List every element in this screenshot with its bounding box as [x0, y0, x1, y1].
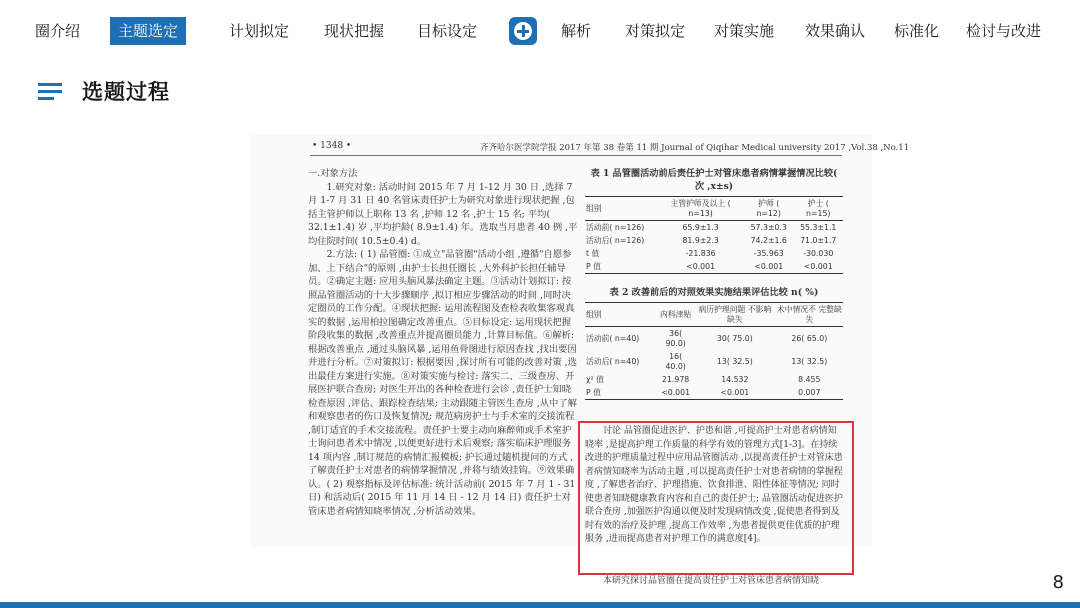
discussion-tail: 本研究探讨品管圈在提高责任护士对管床患者病情知晓 — [603, 576, 820, 586]
table-cell: 30( 75.0) — [716, 333, 753, 343]
paper-header-rule — [310, 155, 842, 156]
paper-tables-column — [585, 167, 843, 586]
nav-item-circle-intro[interactable]: 圈介绍 — [35, 22, 81, 40]
table-cell: 55.3±1.1 — [800, 222, 837, 232]
table-cell: 26( 65.0) — [791, 333, 828, 343]
table1 — [585, 196, 843, 274]
table-cell: 14.532 — [721, 374, 749, 384]
paper-paragraph: 一.对象方法 — [308, 168, 358, 179]
paper-paragraph: 1.研究对象: 活动时间 2015 年 7 月 1-12 月 30 日 ,选择 7 月 1-7 月 31 日 40 名管床责任护士为研究对象进行现状把握 ,包括主管护师以上职称 13 名 ,护师 12 名 ,护士 15 名; 平均( 32.1±1.4) 岁 ,平均护龄( 8.9±1.4) 年。选取当月患者 40 例 ,平均住院时间( 10.5±0.4) d。 — [308, 181, 578, 247]
top-navigation — [0, 0, 1080, 62]
table-header: 术中情况不 完整缺失 — [776, 304, 842, 324]
table-cell: 13( 32.5) — [791, 356, 828, 366]
table-cell: 71.0±1.7 — [800, 235, 837, 245]
table-cell: 0.007 — [798, 387, 821, 397]
table1-title: 表 1 品管圈活动前后责任护士对管床患者病情掌握情况比较( 次 ,x±s) — [590, 168, 838, 192]
table-cell: <0.001 — [720, 387, 750, 397]
plus-circle-icon[interactable] — [509, 17, 537, 45]
nav-item-status[interactable]: 现状把握 — [324, 22, 385, 40]
page-number: 8 — [1052, 572, 1064, 593]
paper-discussion — [585, 425, 843, 586]
table-cell: <0.001 — [754, 261, 784, 271]
table-header: 病历护理问题 不影响缺失 — [698, 304, 772, 324]
menu-lines-icon — [38, 81, 64, 101]
paper-journal-header: 齐齐哈尔医学院学报 2017 年第 38 卷第 11 期 Journal of Qiqihar Medical university 2017 ,Vol.38 ,No.11 — [480, 143, 910, 153]
table-cell: 8.455 — [798, 374, 821, 384]
table2-block — [585, 286, 843, 400]
table-cell: <0.001 — [803, 261, 833, 271]
table-cell: 74.2±1.6 — [750, 235, 787, 245]
nav-item-standardization[interactable]: 标准化 — [894, 22, 940, 40]
nav-item-countermeasure[interactable]: 对策拟定 — [625, 22, 686, 40]
table-header: 内科津贴 — [660, 309, 692, 319]
table-cell: P 值 — [586, 387, 601, 397]
table-cell: 活动前( n=126) — [586, 222, 645, 232]
nav-item-effect[interactable]: 效果确认 — [805, 22, 866, 40]
paper-methods-column — [308, 167, 578, 518]
table-row — [585, 260, 843, 274]
table-cell: 13( 32.5) — [716, 356, 753, 366]
nav-item-implementation[interactable]: 对策实施 — [714, 22, 775, 40]
table-cell: 36( 90.0) — [665, 328, 686, 348]
table-cell: 65.9±1.3 — [682, 222, 719, 232]
table-cell: -30.030 — [803, 248, 834, 258]
table-cell: 活动后( n=126) — [586, 235, 645, 245]
highlight-box — [578, 421, 854, 575]
table-header: 组别 — [586, 203, 602, 213]
table-cell: 81.9±2.3 — [682, 235, 719, 245]
table-row — [585, 234, 843, 247]
table-cell: <0.001 — [686, 261, 716, 271]
table-row — [585, 373, 843, 386]
table-cell: 活动后( n=40) — [586, 356, 640, 366]
table-cell: χ² 值 — [586, 374, 604, 384]
paper-image — [250, 135, 910, 586]
paper-page-label: • 1348 • — [312, 141, 352, 151]
table-cell: -21.836 — [685, 248, 716, 258]
table-cell: 16( 40.0) — [665, 351, 686, 371]
table-header: 主管护师及以上 ( n=13) — [670, 198, 731, 218]
discussion-text: 讨论 品管圈促进医护、护患和谐 ,可提高护士对患者病情知晓率 ,是提高护理工作质量的科学有效的管理方式[1-3]。在持续改进的护理质量过程中应用品管圈活动 ,以提高责任护士对管床患者病情知晓率为活动主题 ,可以提高责任护士对患者病情的掌握程度 ,了解患者治疗、护理措施、饮食排泄、阳性体征等情况; 同时使患者知晓健康教育内容和自己的责任护士; 品管圈活动促进医护联合查房 ,加强医护沟通以便及时发现病情改变 ,促使患者得到及时有效的治疗及护理 ,提高工作效率 ,为患者提供更佳优质的护理服务 ,进而提高患者对护理工作的满意度[4]。 — [585, 426, 843, 544]
table2 — [585, 302, 843, 400]
table-cell: 57.3±0.3 — [750, 222, 787, 232]
table-cell: 21.978 — [661, 374, 690, 384]
table-header: 护士 ( n=15) — [806, 198, 831, 218]
table-row — [585, 221, 843, 235]
paper-paragraph: 2.方法: ( 1) 品管圈: ①成立"品管圈"活动小组 ,遵循"自愿参加、上下结合"的原则 ,由护士长担任圈长 ,大外科护长担任辅导员。②确定主题: 应用头脑风暴法确定主题。③活动计划拟订: 按照品管圈活动的十大步骤顺序 ,拟订相应步骤活动的时间 ,同时决定圈员的工作分配。④现状把握: 运用流程图及查检表收集客观真实的数据 ,运用柏拉图确定改善重点。⑤目标设定: 运用现状把握阶段收集的数据 ,改善重点并提高圈员能力 ,计算目标值。⑥解析: 根据改善重点 ,通过头脑风暴 ,运用鱼骨图进行原因查找 ,找出要因并进行分析。⑦对策拟订: 根据要因 ,探讨所有可能的改善对策 ,选出最佳方案进行实施。⑧对策实施与检讨: 落实二、三级查房、开展医护联合查房; 对医生开出的各种检查进行会诊 ,责任护士知晓检查原因 ,评估、跟踪检查结果; 主动跟随主管医生查房 ,从中了解和观察患者的伤口及恢复情况; 规范病房护士与手术室的交接流程 ,制订适宜的手术交接流程。责任护士要主动向麻醉师或手术室护士询问患者术中情况 ,以便更好进行术后观察; 落实临床护理服务 14 项内容 ,制订规范的病情汇报模板; 护长通过随机提问的方式 ,了解责任护士对患者的病情掌握情况 ,并将与绩效挂钩。⑨效果确认。( 2) 观察指标及评估标准: 统计活动前( 2015 年 7 月 1 - 31 日) 和活动后( 2015 年 11 月 14 日 - 12 月 14 日) 责任护士对管床患者病情知晓率情况 ,分析活动效果。 — [308, 249, 577, 517]
table-row — [585, 247, 843, 260]
table-cell: P 值 — [586, 261, 601, 271]
table-row — [585, 350, 843, 373]
table-row — [585, 327, 843, 351]
table-cell: <0.001 — [661, 387, 691, 397]
section-title: 选题过程 — [82, 80, 170, 104]
nav-item-plan[interactable]: 计划拟定 — [229, 22, 290, 40]
nav-item-theme-selection[interactable]: 主题选定 — [110, 17, 186, 45]
table-header: 组别 — [586, 309, 602, 319]
nav-item-target[interactable]: 目标设定 — [417, 22, 478, 40]
table-cell: t 值 — [586, 248, 600, 258]
table2-title: 表 2 改善前后的对照效果实施结果评估比较 n( %) — [609, 287, 819, 298]
nav-item-analysis[interactable]: 解析 — [561, 22, 592, 40]
table-cell: -35.963 — [753, 248, 784, 258]
table-header: 护师 ( n=12) — [756, 198, 781, 218]
bottom-accent-bar — [0, 602, 1080, 608]
nav-item-review[interactable]: 检讨与改进 — [966, 22, 1042, 40]
table-cell: 活动前( n=40) — [586, 333, 640, 343]
table-row — [585, 386, 843, 400]
